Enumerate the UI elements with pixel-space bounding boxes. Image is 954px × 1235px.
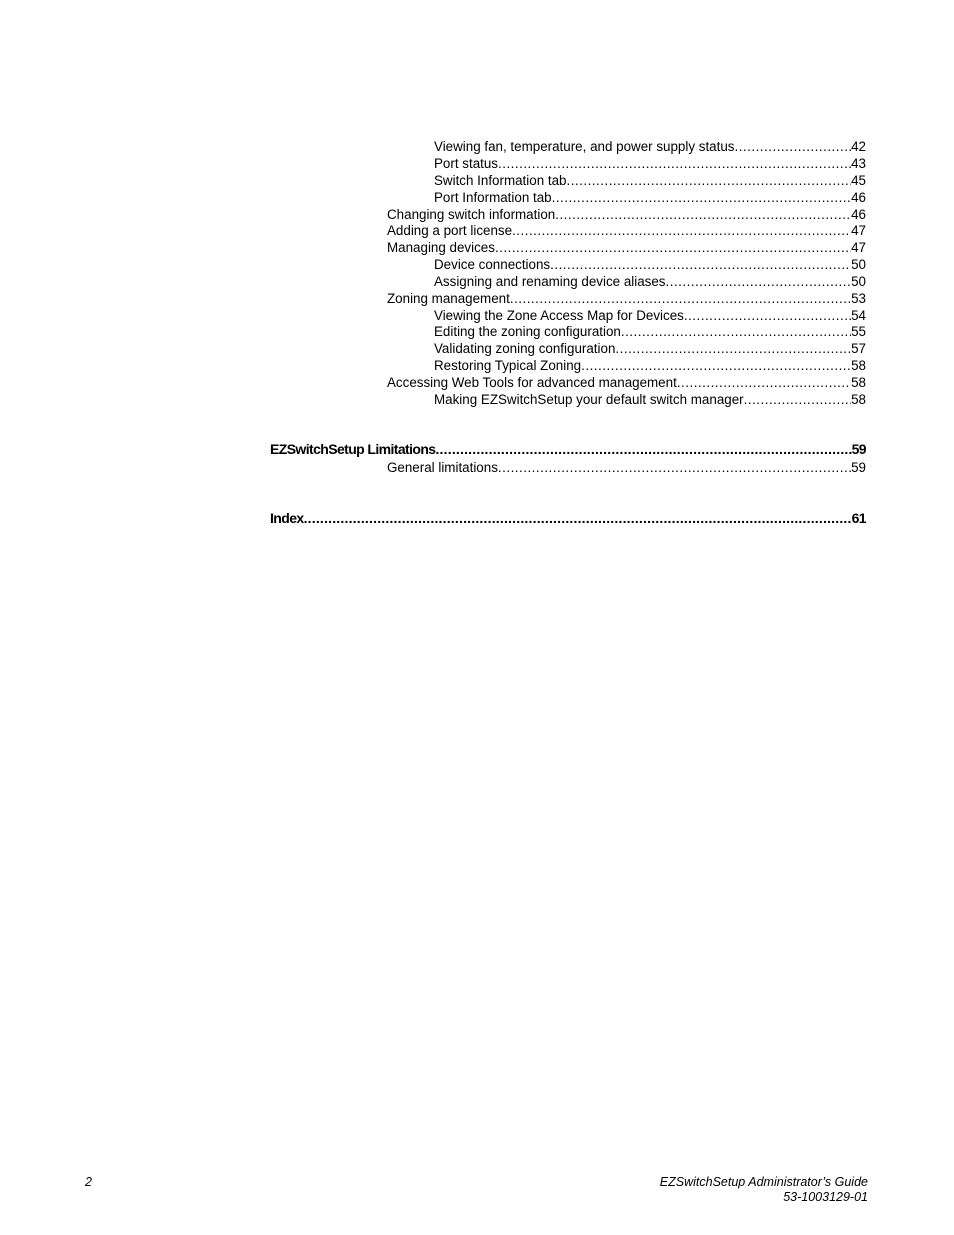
toc-entry-page: 42 (851, 139, 866, 154)
toc-entry-page: 45 (851, 173, 866, 188)
toc-leader-dots (550, 256, 851, 273)
toc-entry-title: Editing the zoning configuration (434, 324, 621, 339)
toc-entry[interactable] (387, 222, 866, 239)
toc-entry[interactable] (434, 391, 866, 408)
toc-chapter-page: 59 (851, 441, 866, 457)
toc-leader-dots (495, 239, 851, 256)
toc-leader-dots (552, 189, 851, 206)
toc-leader-dots (615, 340, 851, 357)
toc-entry[interactable] (387, 374, 866, 391)
toc-entry-page: 50 (851, 257, 866, 272)
toc-chapter-heading[interactable] (270, 441, 866, 458)
toc-entry-page: 55 (851, 324, 866, 339)
toc-entry[interactable] (387, 239, 866, 256)
toc-entry[interactable] (434, 340, 866, 357)
toc-leader-dots (684, 307, 851, 324)
toc-entry-title: Changing switch information (387, 207, 556, 222)
toc-entry-title: Adding a port license (387, 223, 513, 238)
toc-entry-title: Port status (434, 156, 499, 171)
toc-entry[interactable] (434, 307, 866, 324)
toc-entry[interactable] (434, 138, 866, 155)
toc-entry[interactable] (434, 273, 866, 290)
footer-doc-info (660, 1175, 868, 1205)
toc-entry-title: Assigning and renaming device aliases (434, 274, 666, 289)
toc-entry-title: Viewing the Zone Access Map for Devices (434, 308, 684, 323)
toc-leader-dots (744, 391, 851, 408)
toc-chapter-title: Index (270, 510, 304, 526)
toc-entry-title: Device connections (434, 257, 551, 272)
toc-entry[interactable] (387, 206, 866, 223)
toc-leader-dots (304, 510, 852, 527)
toc-entry[interactable] (434, 323, 866, 340)
toc-entry[interactable] (434, 155, 866, 172)
toc-leader-dots (512, 222, 851, 239)
footer-doc-number: 53-1003129-01 (783, 1190, 868, 1204)
toc-entry-page: 50 (851, 274, 866, 289)
toc-entry-page: 57 (851, 341, 866, 356)
toc-entry-title: Switch Information tab (434, 173, 567, 188)
footer-page-number: 2 (85, 1175, 92, 1189)
toc-chapter-page: 61 (851, 510, 866, 526)
toc-leader-dots (555, 206, 851, 223)
toc-entry-page: 58 (851, 392, 866, 407)
toc-entry-page: 46 (851, 207, 866, 222)
toc-entry[interactable] (434, 256, 866, 273)
toc-leader-dots (498, 459, 851, 476)
footer-doc-title: EZSwitchSetup Administrator’s Guide (659, 1175, 868, 1189)
toc-entry-title: Validating zoning configuration (434, 341, 616, 356)
toc-chapter-heading[interactable] (270, 510, 866, 527)
toc-entry[interactable] (434, 357, 866, 374)
toc-entry-title: General limitations (387, 460, 498, 475)
toc-entry[interactable] (434, 189, 866, 206)
toc-entry-page: 46 (851, 190, 866, 205)
toc-leader-dots (498, 155, 851, 172)
toc-entry-title: Viewing fan, temperature, and power supply status (434, 139, 735, 154)
toc-leader-dots (581, 357, 851, 374)
toc-entry[interactable] (387, 290, 866, 307)
toc-entry-page: 58 (851, 375, 866, 390)
toc-entry-page: 47 (851, 223, 866, 238)
toc-leader-dots (677, 374, 851, 391)
toc-entry[interactable] (387, 459, 866, 476)
toc-leader-dots (566, 172, 851, 189)
toc-leader-dots (435, 441, 851, 458)
toc-leader-dots (510, 290, 851, 307)
toc-entry-title: Making EZSwitchSetup your default switch manager (434, 392, 744, 407)
toc-entry-page: 59 (851, 460, 866, 475)
toc-entry-page: 53 (851, 291, 866, 306)
toc-entry-title: Restoring Typical Zoning (434, 358, 582, 373)
toc-entry-title: Managing devices (387, 240, 495, 255)
toc-leader-dots (666, 273, 852, 290)
toc-chapter-title: EZSwitchSetup Limitations (270, 441, 436, 457)
toc-entry-title: Port Information tab (434, 190, 552, 205)
toc-entry-title: Accessing Web Tools for advanced management (387, 375, 677, 390)
toc-entry-title: Zoning management (387, 291, 510, 306)
toc-leader-dots (621, 323, 851, 340)
toc-entry-page: 47 (851, 240, 866, 255)
toc-entry-page: 43 (851, 156, 866, 171)
toc-leader-dots (734, 138, 851, 155)
toc-entry-page: 58 (851, 358, 866, 373)
toc-entry-page: 54 (851, 308, 866, 323)
toc-entry[interactable] (434, 172, 866, 189)
